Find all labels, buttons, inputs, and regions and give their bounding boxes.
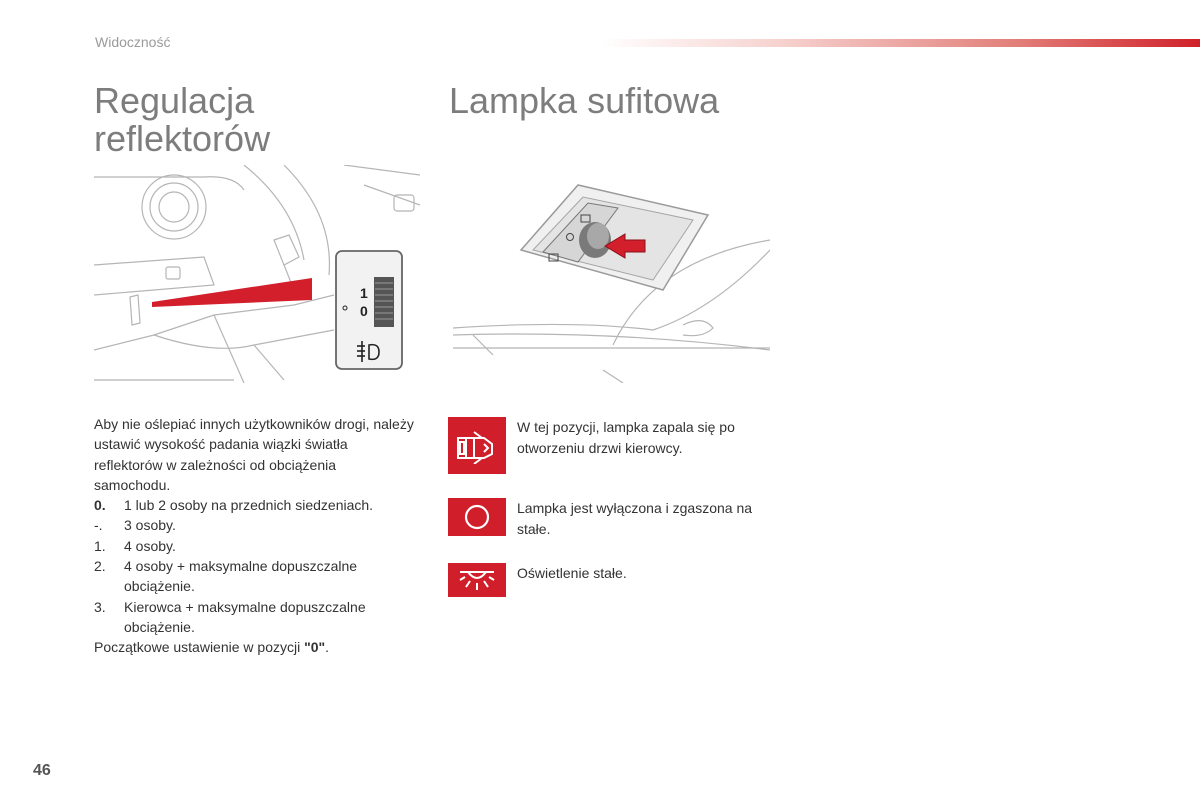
list-item-number: 3. (94, 598, 106, 615)
list-item (94, 536, 414, 556)
list-item-number: 1. (94, 537, 106, 554)
list-item-text: 1 lub 2 osoby na przednich siedzeniach. (124, 497, 374, 514)
headlamp-title: Regulacja reflektorów (94, 80, 271, 159)
headlamp-dial-illustration (94, 165, 420, 383)
list-item-text: Kierowca + maksymalne dopuszczalne obciążenie. (124, 598, 366, 635)
initial-setting-suffix: . (325, 639, 330, 656)
list-item (94, 556, 414, 597)
lamp-mode-door-bold: W tej pozycji, lampka zapala się po (517, 419, 735, 435)
dome-light-icon (448, 563, 506, 597)
door-car-icon (448, 417, 506, 474)
headlamp-intro: Aby nie oślepiać innych użytkowników drogi, należy ustawić wysokość padania wiązki światła reflektorów w zależności od obciążenia samochodu. (94, 416, 414, 493)
initial-setting-prefix: Początkowe ustawienie w pozycji (94, 639, 305, 656)
list-item-text: 3 osoby. (124, 517, 176, 534)
header-accent-bar (600, 39, 1200, 47)
section-label: Widoczność (95, 34, 171, 50)
ceiling-lamp-illustration (453, 170, 770, 383)
initial-setting-value: "0" (304, 639, 326, 656)
lamp-mode-door-text (517, 417, 767, 458)
dial-mark-bottom: 0 (360, 303, 368, 319)
lamp-mode-off-text: Lampka jest wyłączona i zgaszona na stałe. (517, 500, 753, 537)
list-item (94, 515, 414, 535)
ceiling-lamp-title: Lampka sufitowa (449, 80, 720, 121)
lamp-mode-permanent-text: Oświetlenie stałe. (517, 565, 627, 581)
list-item-number: 0. (94, 497, 106, 514)
page-number: 46 (33, 762, 51, 779)
list-item-number: 2. (94, 558, 106, 575)
list-item (94, 597, 414, 638)
list-item-text: 4 osoby + maksymalne dopuszczalne obciążenie. (124, 558, 358, 595)
headlamp-description (94, 414, 414, 658)
initial-setting (94, 637, 414, 657)
list-item-number: -. (94, 517, 103, 534)
list-item (94, 495, 414, 515)
lamp-mode-door-rest: otworzeniu drzwi kierowcy. (517, 439, 683, 456)
list-item-text: 4 osoby. (124, 537, 176, 554)
dial-mark-top: 1 (360, 285, 368, 301)
circle-off-icon (448, 498, 506, 536)
